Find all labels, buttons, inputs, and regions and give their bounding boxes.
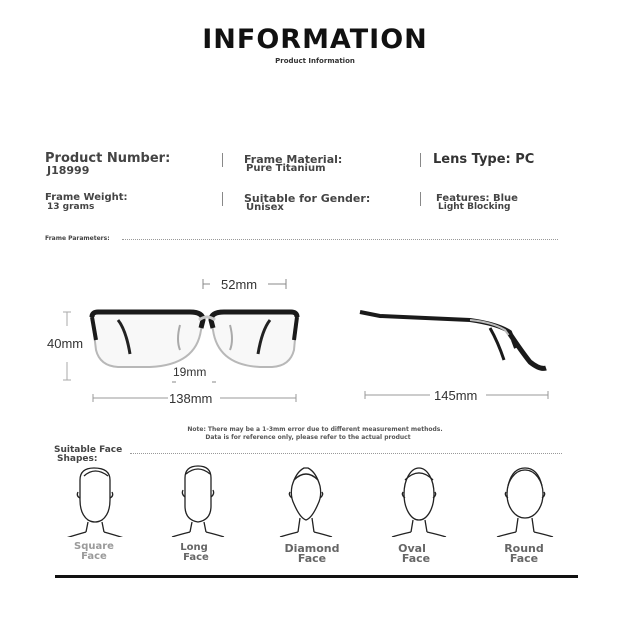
frame-weight-value: 13 grams xyxy=(47,202,95,212)
bridge xyxy=(199,317,215,320)
bridge-width-label: 19mm xyxy=(173,365,207,379)
face-label-line: Face xyxy=(81,551,107,562)
right-lens xyxy=(211,312,297,367)
face-label-diamond xyxy=(272,544,352,564)
face-shapes-heading-line-2: Shapes: xyxy=(57,454,98,464)
temple-length-label: 145mm xyxy=(434,388,478,403)
dotted-divider xyxy=(122,239,558,240)
lens-width-label: 52mm xyxy=(221,277,258,292)
face-label-long xyxy=(154,543,234,563)
page-title: INFORMATION xyxy=(202,24,428,55)
frame-material-label: Frame Material: xyxy=(244,153,343,166)
face-label-line: Face xyxy=(183,552,209,563)
face-label-line: Oval xyxy=(398,542,426,555)
frame-material-value: Pure Titanium xyxy=(246,163,326,174)
spec-divider xyxy=(222,153,223,167)
face-label-line: Long xyxy=(180,542,208,553)
face-label-line: Face xyxy=(509,552,539,565)
frame-weight-label: Frame Weight: xyxy=(45,192,128,203)
measurement-note-line-2: Data is for reference only, please refer to the actual product xyxy=(205,434,411,441)
dotted-divider xyxy=(130,453,562,454)
long-face-icon xyxy=(172,466,224,537)
face-shapes-illustration xyxy=(0,462,630,537)
lens-type-label: Lens Type: PC xyxy=(433,152,535,167)
face-label-line: Round xyxy=(504,542,544,555)
measurement-note-line-1: Note: There may be a 1-3mm error due to different measurement methods. xyxy=(187,426,443,433)
face-label-round xyxy=(484,544,564,564)
features-label: Features: Blue xyxy=(436,193,518,204)
square-face-icon xyxy=(66,468,124,537)
glasses-diagram xyxy=(0,270,630,420)
spec-divider xyxy=(420,153,421,167)
round-face-icon xyxy=(497,468,553,537)
diamond-face-icon xyxy=(280,468,332,537)
gender-label: Suitable for Gender: xyxy=(244,192,371,205)
oval-face-icon xyxy=(392,468,446,537)
page-subtitle: Product Information xyxy=(275,57,355,65)
product-number-value: J18999 xyxy=(47,164,90,177)
face-label-line: Face xyxy=(297,552,327,565)
face-label-square xyxy=(54,542,134,562)
face-label-oval xyxy=(372,544,452,564)
face-label-line: Face xyxy=(401,552,431,565)
spec-divider xyxy=(420,192,421,206)
lens-height-label: 40mm xyxy=(47,336,84,351)
face-label-line: Diamond xyxy=(284,542,340,555)
frame-parameters-label: Frame Parameters: xyxy=(45,235,110,242)
product-number-label: Product Number: xyxy=(45,151,171,166)
face-label-line: Square xyxy=(74,541,114,552)
gender-value: Unisex xyxy=(246,202,284,213)
left-lens xyxy=(92,312,203,367)
features-value: Light Blocking xyxy=(438,202,511,212)
face-shapes-heading-line-1: Suitable Face xyxy=(54,445,123,455)
frame-width-label: 138mm xyxy=(169,391,213,406)
bottom-rule xyxy=(55,575,578,578)
spec-divider xyxy=(222,192,223,206)
